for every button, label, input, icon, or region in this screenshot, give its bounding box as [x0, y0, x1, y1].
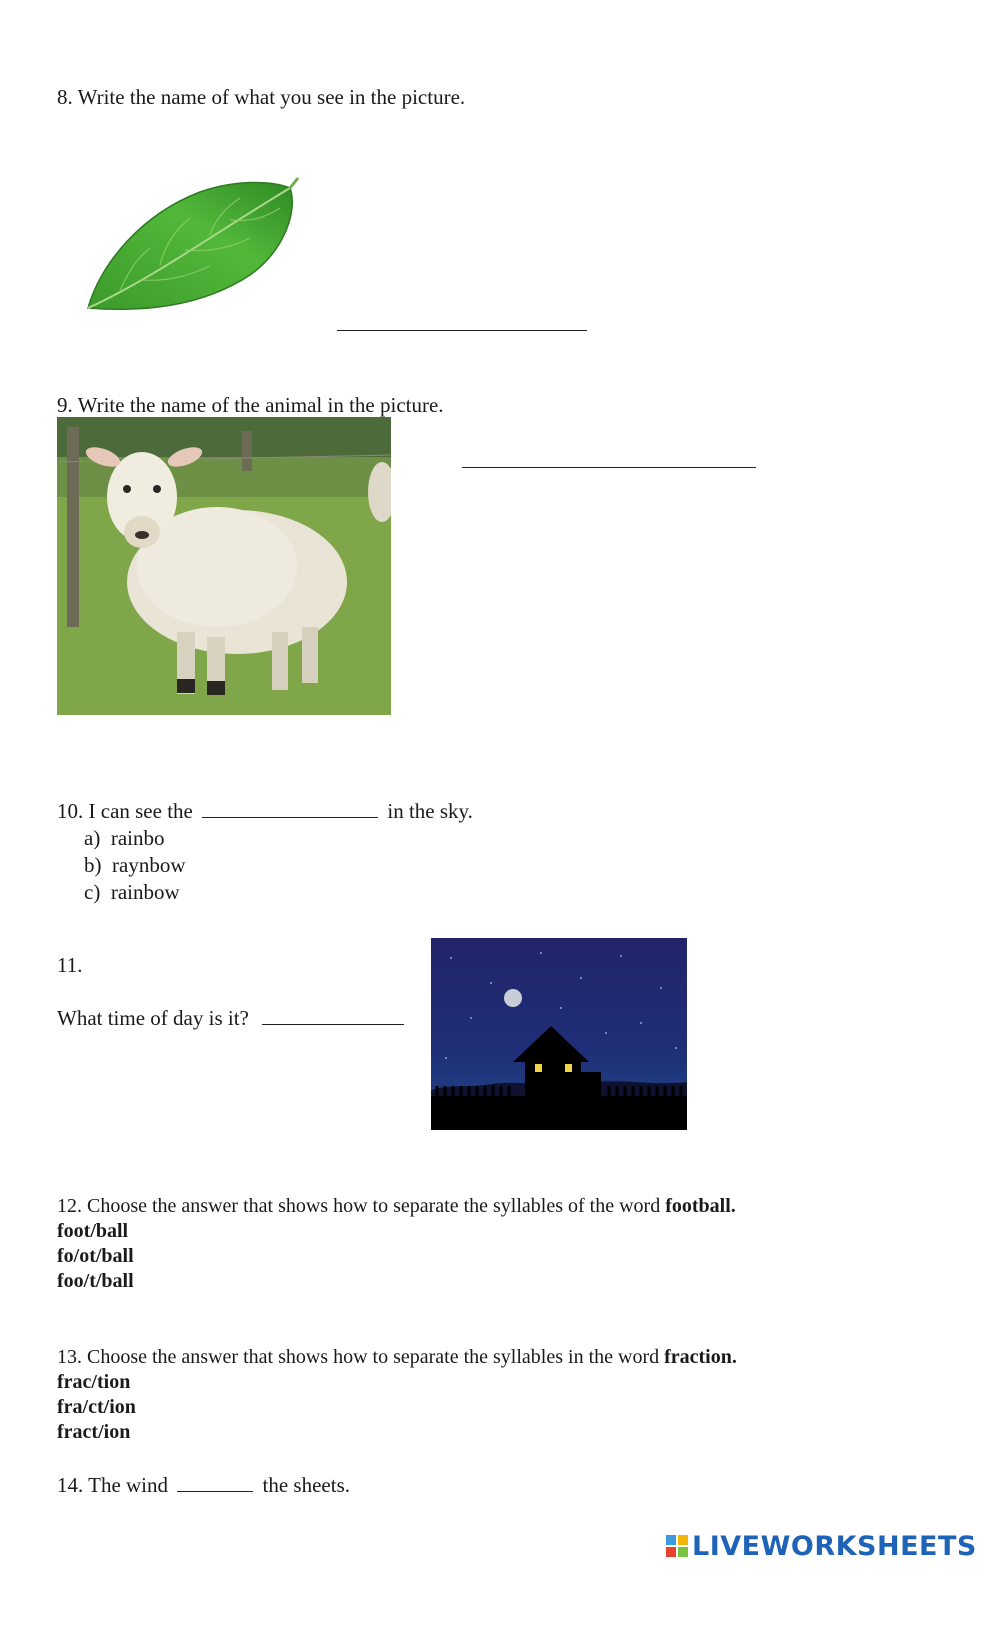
question-11-number: 11. — [57, 953, 83, 977]
question-10-before: 10. I can see the — [57, 799, 193, 823]
logo-squares-icon — [666, 1535, 688, 1557]
question-9-text: 9. Write the name of the animal in the picture. — [57, 393, 444, 417]
night-house-image — [431, 938, 687, 1130]
option-13-1[interactable]: frac/tion — [57, 1371, 131, 1393]
question-14-after: the sheets. — [262, 1473, 351, 1497]
option-12-3[interactable]: foo/t/ball — [57, 1270, 134, 1292]
question-13-text: 13. Choose the answer that shows how to separate the syllables in the word — [57, 1346, 660, 1368]
question-13-word: fraction. — [664, 1346, 737, 1368]
question-12-word: football. — [665, 1195, 736, 1217]
question-11-text: What time of day is it? — [57, 1006, 249, 1030]
question-10 — [57, 798, 473, 824]
sheep-image — [57, 417, 391, 715]
question-12-text: 12. Choose the answer that shows how to separate the syllables of the word — [57, 1195, 661, 1217]
option-12-2[interactable]: fo/ot/ball — [57, 1245, 134, 1267]
leaf-image — [80, 170, 310, 320]
question-11 — [57, 1005, 404, 1031]
question-8-text: 8. Write the name of what you see in the picture. — [57, 85, 466, 109]
blank-11[interactable] — [262, 1006, 404, 1025]
option-10-a[interactable]: a) rainbo — [84, 826, 165, 850]
question-14 — [57, 1472, 350, 1498]
blank-10[interactable] — [202, 799, 378, 818]
option-12-1[interactable]: foot/ball — [57, 1220, 129, 1242]
question-13 — [57, 1344, 737, 1370]
option-10-b[interactable]: b) raynbow — [84, 853, 186, 877]
question-10-after: in the sky. — [387, 799, 473, 823]
answer-line-8[interactable] — [337, 330, 587, 331]
question-12 — [57, 1193, 736, 1219]
brand-text: LIVEWORKSHEETS — [692, 1530, 977, 1562]
option-13-2[interactable]: fra/ct/ion — [57, 1396, 136, 1418]
answer-line-9[interactable] — [462, 467, 756, 468]
option-13-3[interactable]: fract/ion — [57, 1421, 131, 1443]
option-10-c[interactable]: c) rainbow — [84, 880, 180, 904]
question-14-before: 14. The wind — [57, 1473, 169, 1497]
blank-14[interactable] — [177, 1473, 253, 1492]
liveworksheets-logo[interactable] — [666, 1530, 977, 1562]
